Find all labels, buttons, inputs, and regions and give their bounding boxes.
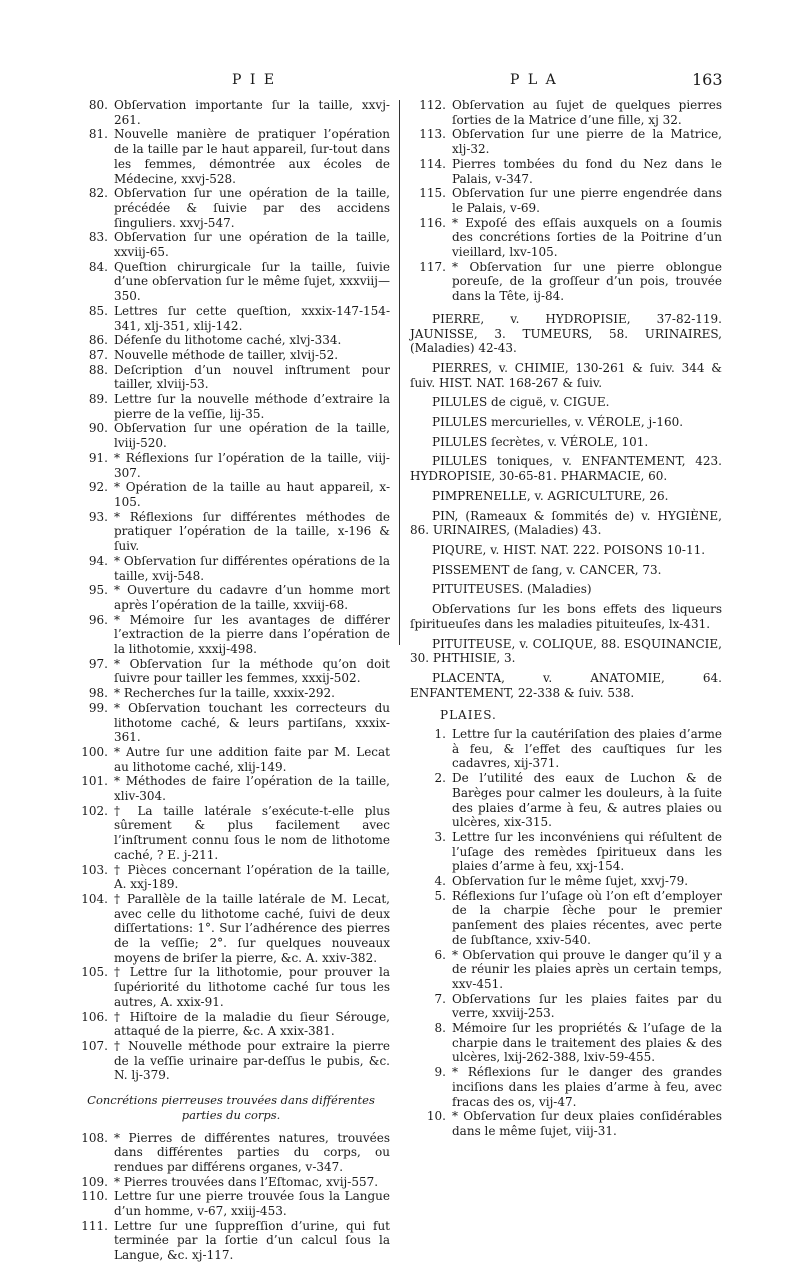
entry-text: Deſcription d’un nouvel inſtrument pour tailler, xlviij-53.	[114, 362, 390, 392]
entry-number: 114.	[419, 156, 446, 171]
index-entry	[72, 480, 390, 509]
entry-number: 106.	[81, 1009, 108, 1024]
index-entry	[72, 333, 390, 348]
entry-text: Obſervation ſur le même ſujet, xxvj-79.	[452, 874, 689, 889]
index-entry	[72, 510, 390, 554]
cross-reference-paragraph: PITUITEUSES. (Maladies)	[432, 582, 592, 597]
index-entry	[72, 1175, 390, 1190]
entry-text: * Méthodes de faire l’opération de la taille, xliv-304.	[114, 774, 390, 804]
cross-reference-paragraph: PLACENTA, v. ANATOMIE, 64. ENFANTEMENT, 22-338 & ſuiv. 538.	[410, 670, 722, 700]
index-entry	[72, 965, 390, 1009]
entry-number: 104.	[81, 891, 108, 906]
index-entry	[72, 98, 390, 127]
plaies-heading: PLAIES.	[440, 708, 497, 723]
cross-reference-paragraph: PILULES ſecrètes, v. VÉROLE, 101.	[432, 434, 649, 449]
entry-text: Défenſe du lithotome caché, xlvj-334.	[114, 333, 342, 348]
index-entry	[72, 554, 390, 583]
cross-reference-paragraph: PIERRES, v. CHIMIE, 130-261 & ſuiv. 344 & ſuiv. HIST. NAT. 168-267 & ſuiv.	[410, 360, 722, 390]
entry-text: * Pierres trouvées dans l’Eſtomac, xvij-557.	[114, 1174, 379, 1189]
cross-reference-paragraph: PIQURE, v. HIST. NAT. 222. POISONS 10-11.	[432, 542, 706, 557]
cross-reference-paragraph: PIN, (Rameaux & ſommités de) v. HYGIÈNE, 86. URINAIRES, (Maladies) 43.	[410, 508, 722, 538]
index-entry	[410, 1109, 722, 1138]
index-entry	[410, 260, 722, 304]
cross-reference-paragraph: PIERRE, v. HYDROPISIE, 37-82-119. JAUNISSE, 3. TUMEURS, 58. URINAIRES, (Maladies) 42-43.	[410, 311, 722, 356]
index-entry	[410, 98, 722, 127]
index-entry	[72, 1010, 390, 1039]
index-entry	[72, 392, 390, 421]
running-head-right: P L A	[510, 72, 558, 88]
entry-text: Obſervation ſur une opération de la taille, xxviij-65.	[114, 230, 390, 260]
entry-number: 94.	[88, 553, 108, 568]
entry-number: 108.	[81, 1130, 108, 1145]
entry-number: 117.	[419, 259, 446, 274]
section-heading: Concrétions pierreuses trouvées dans différentes parties du corps.	[87, 1093, 375, 1122]
entry-number: 115.	[419, 186, 446, 201]
index-entry	[72, 774, 390, 803]
spacer	[410, 304, 722, 312]
entry-text: Obſervation ſur une opération de la taille, précédée & ſuivie par des accidens ſinguliers. xxvj-547.	[114, 186, 390, 230]
entry-text: † Pièces concernant l’opération de la taille, A. xxj-189.	[114, 862, 390, 892]
column-divider	[399, 100, 400, 645]
entry-text: * Obſervation ſur différentes opérations de la taille, xvij-548.	[114, 553, 390, 583]
entry-text: Queſtion chirurgicale ſur la taille, ſuivie d’une obſervation ſur le même ſujet, xxxviij—350.	[114, 259, 390, 304]
left-column	[72, 98, 390, 1263]
entry-number: 82.	[88, 186, 108, 201]
entry-number: 8.	[434, 1021, 446, 1036]
entry-number: 116.	[419, 215, 446, 230]
entry-number: 9.	[434, 1065, 446, 1080]
entry-text: † Lettre ſur la lithotomie, pour prouver la ſupériorité du lithotome caché ſur tous les autres, A. xxix-91.	[114, 965, 390, 1009]
entry-number: 93.	[88, 509, 108, 524]
entry-number: 99.	[88, 700, 108, 715]
index-entry	[410, 127, 722, 156]
index-entry	[72, 701, 390, 745]
index-entry	[72, 745, 390, 774]
entry-text: * Pierres de différentes natures, trouvées dans différentes parties du corps, ou rendues par différens organes, v-347.	[114, 1130, 390, 1174]
entry-text: Mémoire ſur les propriétés & l’uſage de la charpie dans le traitement des plaies & des ulcères, lxij-262-388, lxiv-59-455.	[452, 1021, 722, 1065]
entry-number: 100.	[81, 744, 108, 759]
entry-number: 107.	[81, 1039, 108, 1053]
index-entry	[410, 992, 722, 1021]
entry-text: * Obſervation ſur deux plaies conſidérables dans le même ſujet, viij-31.	[452, 1109, 722, 1138]
entry-text: Nouvelle manière de pratiquer l’opération de la taille par le haut appareil, ſur-tout dans les femmes, démontrée aux écoles de Médecine, xxvj-528.	[114, 127, 390, 186]
entry-text: * Autre ſur une addition faite par M. Lecat au lithotome caché, xlij-149.	[114, 744, 390, 774]
entry-text: * Recherches ſur la taille, xxxix-292.	[114, 686, 335, 701]
entry-text: * Mémoire ſur les avantages de différer l’extraction de la pierre dans l’opération de la lithotomie, xxxij-498.	[114, 612, 390, 657]
index-entry	[410, 1021, 722, 1065]
index-entry	[72, 804, 390, 863]
cross-reference-paragraph: PILULES toniques, v. ENFANTEMENT, 423. HYDROPISIE, 30-65-81. PHARMACIE, 60.	[410, 454, 722, 484]
entry-text: * Réflexions ſur différentes méthodes de pratiquer l’opération de la taille, x-196 & ſuiv.	[114, 509, 390, 554]
entry-number: 111.	[81, 1218, 108, 1233]
index-entry	[72, 348, 390, 363]
entry-text: Lettre ſur une ſuppreſſion d’urine, qui fut terminée par la ſortie d’un calcul ſous la Langue, &c. xj-117.	[114, 1218, 390, 1263]
entry-number: 85.	[88, 303, 108, 318]
entry-number: 89.	[88, 392, 108, 407]
index-entry	[72, 260, 390, 304]
entry-number: 98.	[88, 686, 108, 701]
entry-text: Obſervation importante ſur la taille, xxvj-261.	[114, 98, 390, 127]
entry-text: Lettres ſur cette queſtion, xxxix-147-154-341, xlj-351, xlij-142.	[114, 303, 390, 333]
entry-number: 91.	[88, 450, 108, 465]
entry-number: 112.	[419, 98, 446, 112]
index-entry	[72, 863, 390, 892]
plaies-entry-list	[410, 727, 722, 1139]
entry-text: * Réflexions ſur l’opération de la taille, viij-307.	[114, 450, 390, 480]
entry-text: † Nouvelle méthode pour extraire la pierre de la veſſie urinaire par-deſſus le pubis, &c. N. lj-379.	[114, 1039, 390, 1083]
entry-number: 113.	[419, 127, 446, 142]
index-entry	[410, 216, 722, 260]
entry-text: * Réflexions ſur le danger des grandes inciſions dans les plaies d’arme à feu, avec fracas des os, vij-47.	[452, 1065, 722, 1109]
index-entry	[72, 186, 390, 230]
entry-number: 105.	[81, 965, 108, 980]
entry-number: 80.	[88, 98, 108, 112]
index-entry	[72, 230, 390, 259]
index-entry	[72, 1189, 390, 1218]
entry-text: De l’utilité des eaux de Luchon & de Barèges pour calmer les douleurs, à la ſuite des plaies d’arme à feu, & autres plaies ou ulcères, xix-315.	[452, 771, 722, 830]
entry-text: Obſervation ſur une opération de la taille, lviij-520.	[114, 421, 390, 451]
entry-text: * Expoſé des eſſais auxquels on a ſoumis des concrétions ſorties de la Poitrine d’un vieillard, lxv-105.	[452, 215, 722, 260]
entry-text: * Opération de la taille au haut appareil, x-105.	[114, 480, 390, 509]
right-paragraph-list	[410, 312, 722, 700]
entry-number: 7.	[434, 991, 446, 1006]
entry-text: Réflexions ſur l’uſage où l’on eſt d’employer de la charpie ſèche pour le premier panſement des plaies récentes, avec perte de ſubſtance, xxiv-540.	[452, 888, 722, 947]
index-entry	[72, 1219, 390, 1263]
index-entry	[72, 1131, 390, 1175]
index-entry	[72, 1039, 390, 1083]
entry-number: 6.	[434, 947, 446, 962]
index-entry	[410, 186, 722, 215]
cross-reference-paragraph: Obſervations ſur les bons effets des liqueurs ſpiritueuſes dans les maladies pituiteuſes, lx-431.	[410, 602, 722, 631]
page-number: 163	[692, 70, 723, 89]
entry-text: † La taille latérale s’exécute-t-elle plus sûrement & plus facilement avec l’inſtrument connu ſous le nom de lithotome caché, ? E. j-211.	[114, 803, 390, 862]
entry-number: 109.	[81, 1174, 108, 1189]
index-entry	[72, 892, 390, 966]
index-entry	[72, 304, 390, 333]
index-entry	[72, 686, 390, 701]
entry-number: 86.	[88, 333, 108, 348]
index-entry	[72, 583, 390, 612]
entry-number: 2.	[434, 771, 446, 786]
entry-text: Lettre ſur la cautériſation des plaies d’arme à feu, & l’effet des cauſtiques ſur les cadavres, xij-371.	[452, 727, 722, 771]
index-entry	[72, 127, 390, 186]
index-entry	[72, 421, 390, 450]
entry-number: 96.	[88, 612, 108, 627]
index-entry	[72, 657, 390, 686]
entry-text: * Ouverture du cadavre d’un homme mort après l’opération de la taille, xxviij-68.	[114, 583, 390, 612]
entry-number: 102.	[81, 803, 108, 818]
entry-number: 87.	[88, 347, 108, 362]
cross-reference-paragraph: PIMPRENELLE, v. AGRICULTURE, 26.	[432, 488, 669, 503]
entry-number: 88.	[88, 362, 108, 377]
entry-number: 4.	[434, 874, 446, 889]
entry-number: 81.	[88, 127, 108, 142]
entry-number: 97.	[88, 656, 108, 671]
entry-text: Obſervation ſur une pierre de la Matrice, xlj-32.	[452, 127, 722, 157]
left-entry-list-2	[72, 1131, 390, 1263]
entry-text: * Obſervation ſur la méthode qu’on doit ſuivre pour tailler les femmes, xxxij-502.	[114, 656, 390, 686]
entry-text: Lettre ſur la nouvelle méthode d’extraire la pierre de la veſſie, lij-35.	[114, 392, 390, 421]
index-entry	[72, 363, 390, 392]
entry-number: 110.	[81, 1189, 108, 1204]
entry-text: † Hiſtoire de la maladie du ſieur Sérouge, attaqué de la pierre, &c. A xxix-381.	[114, 1009, 390, 1039]
entry-text: Obſervation ſur une pierre engendrée dans le Palais, v-69.	[452, 186, 722, 215]
entry-text: Obſervations ſur les plaies faites par du verre, xxviij-253.	[452, 991, 722, 1021]
running-head-left: P I E	[232, 72, 277, 88]
index-entry	[410, 874, 722, 889]
right-entry-list	[410, 98, 722, 304]
index-entry	[410, 1065, 722, 1109]
entry-number: 84.	[88, 259, 108, 274]
entry-text: † Parallèle de la taille latérale de M. Lecat, avec celle du lithotome caché, ſuivi de deux diſſertations: 1°. Sur l’adhérence des pierres de la veſſie; 2°. ſur quelques nouveaux moyens de briſer la pierre, &c. A. xxiv-382.	[114, 891, 390, 965]
entry-text: Obſervation au ſujet de quelques pierres ſorties de la Matrice d’une fille, xj 32.	[452, 98, 722, 127]
index-entry	[410, 889, 722, 948]
index-entry	[410, 948, 722, 992]
index-entry	[72, 613, 390, 657]
entry-number: 83.	[88, 230, 108, 245]
right-column	[410, 98, 722, 1139]
entry-number: 95.	[88, 583, 108, 598]
left-entry-list	[72, 98, 390, 1083]
entry-text: * Obſervation ſur une pierre oblongue poreuſe, de la groſſeur d’un pois, trouvée dans la Tête, ij-84.	[452, 259, 722, 304]
entry-text: * Obſervation touchant les correcteurs du lithotome caché, & leurs partiſans, xxxix-361.	[114, 700, 390, 745]
entry-text: Lettre ſur une pierre trouvée ſous la Langue d’un homme, v-67, xxiij-453.	[114, 1189, 390, 1219]
entry-text: Nouvelle méthode de tailler, xlvij-52.	[114, 347, 339, 362]
cross-reference-paragraph: PILULES de ciguë, v. CIGUE.	[432, 395, 610, 410]
index-entry	[410, 771, 722, 830]
entry-number: 90.	[88, 421, 108, 436]
cross-reference-paragraph: PISSEMENT de ſang, v. CANCER, 73.	[432, 562, 662, 577]
index-entry	[410, 830, 722, 874]
entry-number: 1.	[434, 727, 446, 742]
entry-text: Lettre ſur les inconvéniens qui réſultent de l’uſage des remèdes ſpiritueux dans les plaies d’arme à feu, xxj-154.	[452, 829, 722, 874]
entry-number: 3.	[434, 829, 446, 844]
cross-reference-paragraph: PITUITEUSE, v. COLIQUE, 88. ESQUINANCIE, 30. PHTHISIE, 3.	[410, 636, 722, 666]
entry-number: 101.	[81, 774, 108, 789]
cross-reference-paragraph: PILULES mercurielles, v. VÉROLE, j-160.	[432, 415, 684, 430]
entry-number: 10.	[426, 1109, 446, 1124]
entry-number: 92.	[88, 480, 108, 495]
index-entry	[410, 727, 722, 771]
index-entry	[72, 451, 390, 480]
entry-number: 103.	[81, 862, 108, 877]
entry-number: 5.	[434, 888, 446, 903]
entry-text: Pierres tombées du fond du Nez dans le Palais, v-347.	[452, 156, 722, 186]
index-entry	[410, 157, 722, 186]
entry-text: * Obſervation qui prouve le danger qu’il y a de réunir les plaies après un certain temps, xxv-451.	[452, 947, 722, 991]
